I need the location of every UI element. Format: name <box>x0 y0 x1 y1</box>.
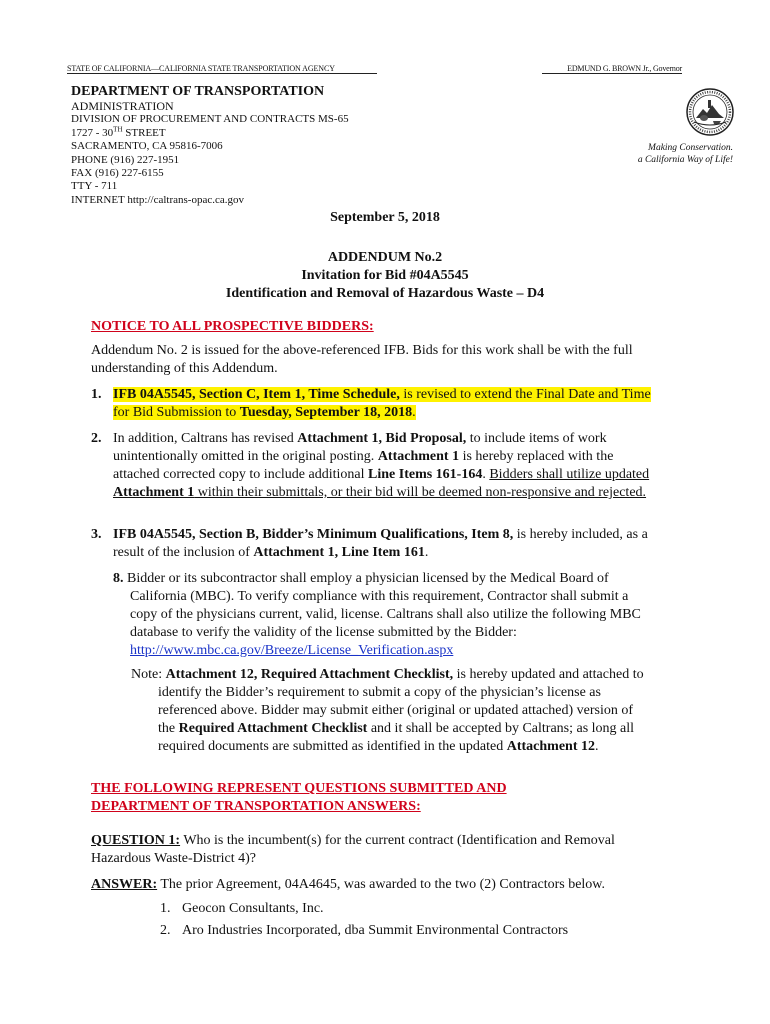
governor-line: EDMUND G. BROWN Jr., Governor <box>542 64 682 74</box>
qa-heading-line-2: DEPARTMENT OF TRANSPORTATION ANSWERS: <box>91 799 421 814</box>
fax-line: FAX (916) 227-6155 <box>71 167 164 180</box>
answer-1-label: ANSWER: <box>91 877 158 892</box>
motto <box>638 142 733 166</box>
item-2-u-text-1: Bidders shall utilize updated <box>489 467 650 482</box>
item-3-subitem-8 <box>113 570 653 660</box>
item-1 <box>91 386 651 422</box>
street-line <box>71 127 349 140</box>
notice-intro: Addendum No. 2 is issued for the above-referenced IFB. Bids for this work shall be with the full understanding of this Addendum. <box>91 343 633 376</box>
street-suffix: TH <box>113 125 123 134</box>
note-bold-1: Attachment 12, Required Attachment Checklist, <box>165 667 454 682</box>
internet-line: INTERNET http://caltrans-opac.ca.gov <box>71 193 244 206</box>
item-2-text-1: In addition, Caltrans has revised <box>113 431 298 446</box>
item-1-text: is revised to extend the Final Date and Time for Bid Submission to <box>113 387 651 420</box>
subitem-8-text: Bidder or its subcontractor shall employ a physician licensed by the Medical Board of California (MBC). To verify compliance with this requirement, Contractor shall submit a copy of the physicians current, valid, license. Caltrans shall also utilize the following MBC database to verify the validity of the license submitted by the Bidder: <box>123 571 641 640</box>
city-line: SACRAMENTO, CA 95816-7006 <box>71 140 223 153</box>
item-1-highlight <box>113 387 651 420</box>
note-label: Note: <box>131 667 166 682</box>
letterhead-topbar <box>67 64 682 76</box>
california-state-seal-icon <box>686 88 734 136</box>
note-bold-3: Attachment 12 <box>506 739 595 754</box>
attachment-12-note <box>131 666 646 756</box>
item-3 <box>91 526 651 562</box>
contractor-list <box>160 898 568 942</box>
item-2-number: 2. <box>91 431 102 446</box>
contractor-name: Geocon Consultants, Inc. <box>182 901 324 916</box>
motto-line-1: Making Conservation. <box>648 143 733 153</box>
item-2-text-4: . <box>482 467 490 482</box>
item-2 <box>91 430 651 502</box>
qa-heading-line-1: THE FOLLOWING REPRESENT QUESTIONS SUBMITTED AND <box>91 781 507 796</box>
answer-1 <box>91 876 691 894</box>
bid-number: Invitation for Bid #04A5545 <box>301 268 469 283</box>
note-text-1: is hereby updated and attached to identify the Bidder’s requirement to submit a copy of the physician’s license as referenced above. Bidder may submit either (original or updated attached) version of the <box>158 667 644 736</box>
item-2-bold-3: Line Items 161-164 <box>368 467 483 482</box>
phone-line: PHONE (916) 227-1951 <box>71 153 180 166</box>
mbc-license-verification-link[interactable]: http://www.mbc.ca.gov/Breeze/License_Verification.aspx <box>130 643 454 658</box>
agency-line: STATE OF CALIFORNIA—CALIFORNIA STATE TRANSPORTATION AGENCY <box>67 64 377 74</box>
question-1-text: Who is the incumbent(s) for the current contract (Identification and Removal Hazardous Waste-District 4)? <box>91 833 615 866</box>
notice-heading: NOTICE TO ALL PROSPECTIVE BIDDERS: <box>91 319 374 334</box>
qa-heading <box>91 780 507 816</box>
note-bold-2: Required Attachment Checklist <box>178 721 368 736</box>
list-item-number: 2. <box>160 923 171 938</box>
document-date: September 5, 2018 <box>330 210 440 225</box>
question-1-label: QUESTION 1: <box>91 833 181 848</box>
item-3-text-2: . <box>424 545 429 560</box>
street-name: STREET <box>122 126 166 139</box>
item-2-text-3: is hereby replaced with the attached corrected copy to include additional <box>113 449 614 482</box>
addendum-number: ADDENDUM No.2 <box>327 250 443 265</box>
answer-1-text: The prior Agreement, 04A4645, was awarded to the two (2) Contractors below. <box>157 877 606 892</box>
item-2-u-text-2: within their submittals, or their bid will be deemed non-responsive and rejected. <box>194 485 647 500</box>
administration-line: ADMINISTRATION <box>71 99 174 113</box>
subitem-8-number: 8. <box>113 571 124 586</box>
item-2-text-2: to include items of work unintentionally omitted in the original posting. <box>113 431 607 464</box>
list-item <box>160 898 568 920</box>
item-1-date: Tuesday, September 18, 2018 <box>239 405 413 420</box>
item-1-number: 1. <box>91 387 102 402</box>
department-title: DEPARTMENT OF TRANSPORTATION <box>71 84 325 99</box>
item-1-section: IFB 04A5545, Section C, Item 1, Time Schedule, <box>113 387 400 402</box>
list-item <box>160 920 568 942</box>
item-2-bold-1: Attachment 1, Bid Proposal, <box>297 431 467 446</box>
note-text-3: . <box>595 739 599 754</box>
item-3-text-1: is hereby included, as a result of the inclusion of <box>113 527 648 560</box>
tty-line: TTY - 711 <box>71 180 118 193</box>
contractor-name: Aro Industries Incorporated, dba Summit Environmental Contractors <box>182 923 569 938</box>
item-3-number: 3. <box>91 527 102 542</box>
item-2-bold-2: Attachment 1 <box>377 449 460 464</box>
item-1-end: . <box>412 405 416 420</box>
project-title: Identification and Removal of Hazardous Waste – D4 <box>225 286 545 301</box>
item-2-u-bold: Attachment 1 <box>113 485 195 500</box>
list-item-number: 1. <box>160 901 171 916</box>
motto-line-2: a California Way of Life! <box>637 155 733 165</box>
note-text-2: and it shall be accepted by Caltrans; as long all required documents are submitted as identified in the updated <box>158 721 635 754</box>
division-line: DIVISION OF PROCUREMENT AND CONTRACTS MS-65 <box>71 113 349 126</box>
item-3-bold-2: Attachment 1, Line Item 161 <box>253 545 425 560</box>
street-number: 1727 - 30 <box>71 126 114 139</box>
item-3-bold-1: IFB 04A5545, Section B, Bidder’s Minimum Qualifications, Item 8, <box>113 527 514 542</box>
question-1 <box>91 832 631 868</box>
department-address-block <box>71 100 349 207</box>
